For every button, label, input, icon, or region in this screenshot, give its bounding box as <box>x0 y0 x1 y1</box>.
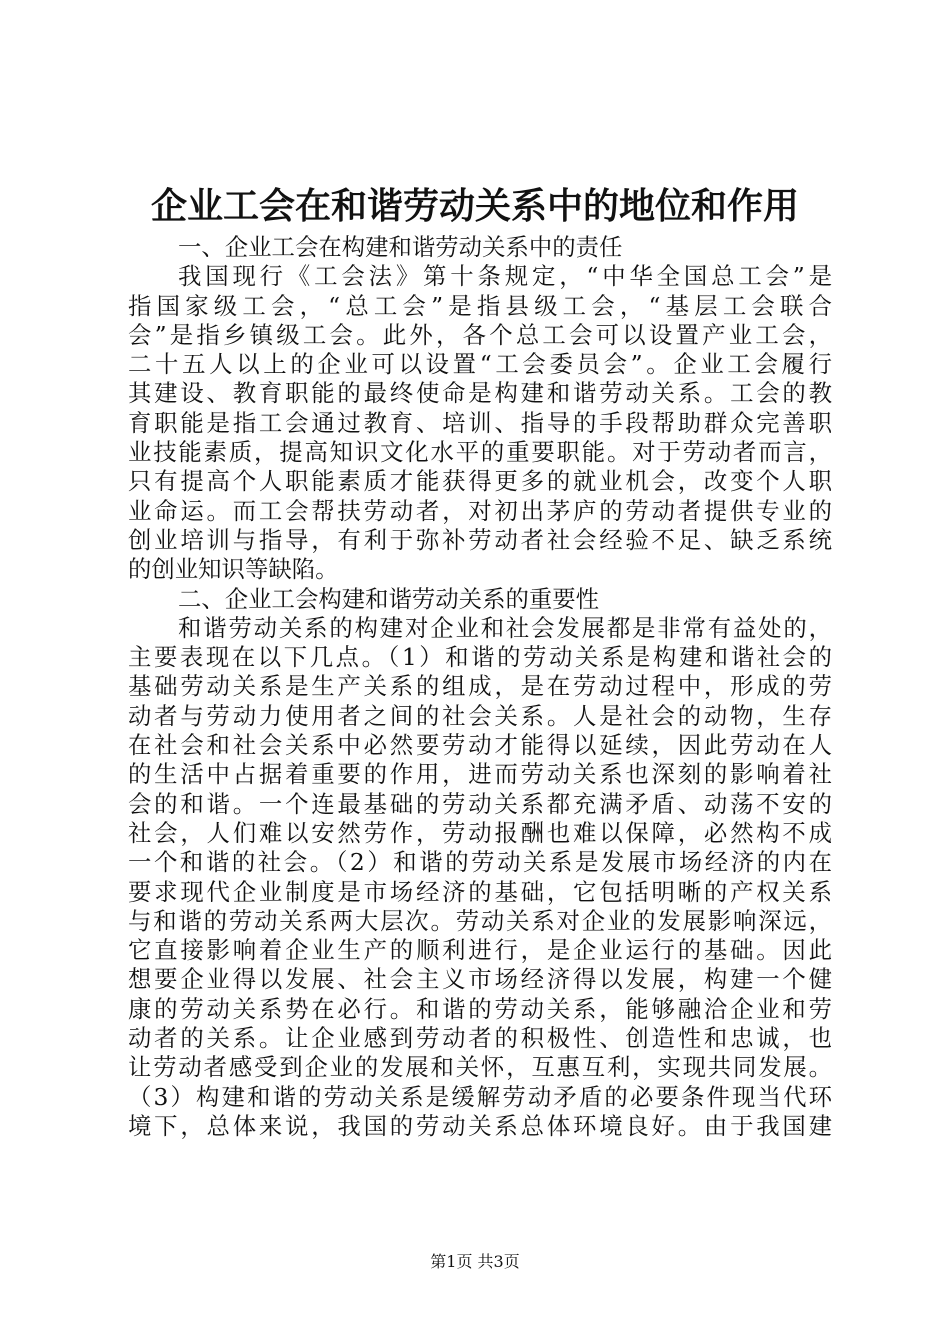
text-line: 二、企业工会构建和谐劳动关系的重要性 <box>178 584 600 613</box>
text-line: 业技能素质，提高知识文化水平的重要职能。对于劳动者而言， <box>128 438 832 467</box>
text-line: 基础劳动关系是生产关系的组成，是在劳动过程中，形成的劳 <box>128 672 832 701</box>
text-line: 育职能是指工会通过教育、培训、指导的手段帮助群众完善职 <box>128 408 832 437</box>
text-line: （3）构建和谐的劳动关系是缓解劳动矛盾的必要条件现当代环 <box>128 1082 832 1111</box>
text-line: 它直接影响着企业生产的顺利进行，是企业运行的基础。因此 <box>128 936 832 965</box>
text-line: 的生活中占据着重要的作用，进而劳动关系也深刻的影响着社 <box>128 760 832 789</box>
text-line: 创业培训与指导，有利于弥补劳动者社会经验不足、缺乏系统 <box>128 525 832 554</box>
text-line: 让劳动者感受到企业的发展和关怀，互惠互利，实现共同发展。 <box>128 1053 832 1082</box>
text-line: 其建设、教育职能的最终使命是构建和谐劳动关系。工会的教 <box>128 379 832 408</box>
text-line: 境下，总体来说，我国的劳动关系总体环境良好。由于我国建 <box>128 1111 832 1140</box>
text-line: 在社会和社会关系中必然要劳动才能得以延续，因此劳动在人 <box>128 731 832 760</box>
text-line: 一、企业工会在构建和谐劳动关系中的责任 <box>178 233 623 261</box>
text-line: 只有提高个人职能素质才能获得更多的就业机会，改变个人职 <box>128 467 832 496</box>
text-line: 会”是指乡镇级工会。此外，各个总工会可以设置产业工会， <box>128 320 832 349</box>
page-footer: 第1页 共3页 <box>430 1252 520 1271</box>
text-line: 指国家级工会，“总工会”是指县级工会，“基层工会联合 <box>128 291 832 320</box>
text-line: 我国现行《工会法》第十条规定，“中华全国总工会”是 <box>178 262 832 291</box>
text-line: 主要表现在以下几点。（1）和谐的劳动关系是构建和谐社会的 <box>128 643 832 672</box>
text-line: 与和谐的劳动关系两大层次。劳动关系对企业的发展影响深远， <box>128 906 832 935</box>
text-line: 社会，人们难以安然劳作，劳动报酬也难以保障，必然构不成 <box>128 818 832 847</box>
text-line: 一个和谐的社会。（2）和谐的劳动关系是发展市场经济的内在 <box>128 848 832 877</box>
text-line: 会的和谐。一个连最基础的劳动关系都充满矛盾、动荡不安的 <box>128 789 832 818</box>
text-line: 动者与劳动力使用者之间的社会关系。人是社会的动物，生存 <box>128 701 832 730</box>
text-line: 的创业知识等缺陷。 <box>128 555 339 584</box>
text-line: 动者的关系。让企业感到劳动者的积极性、创造性和忠诚，也 <box>128 1024 832 1053</box>
text-line: 二十五人以上的企业可以设置“工会委员会”。企业工会履行 <box>128 350 832 379</box>
document-title: 企业工会在和谐劳动关系中的地位和作用 <box>150 186 799 227</box>
document-body <box>128 233 832 1141</box>
text-line: 要求现代企业制度是市场经济的基础，它包括明晰的产权关系 <box>128 877 832 906</box>
text-line: 和谐劳动关系的构建对企业和社会发展都是非常有益处的， <box>178 613 832 642</box>
text-line: 康的劳动关系势在必行。和谐的劳动关系，能够融洽企业和劳 <box>128 994 832 1023</box>
text-line: 业命运。而工会帮扶劳动者，对初出茅庐的劳动者提供专业的 <box>128 496 832 525</box>
text-line: 想要企业得以发展、社会主义市场经济得以发展，构建一个健 <box>128 965 832 994</box>
